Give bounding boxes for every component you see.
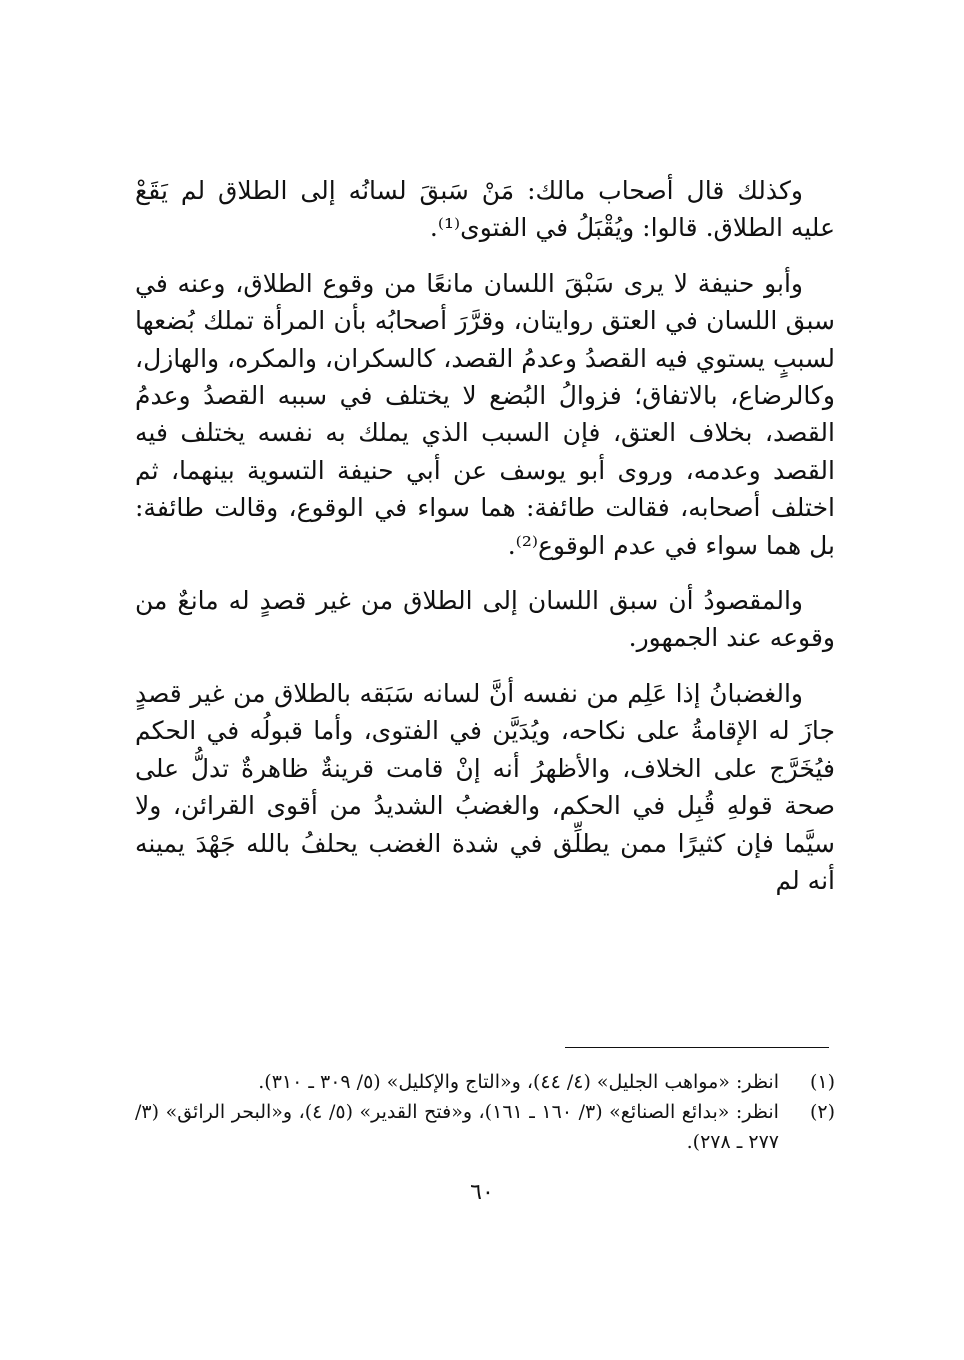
footnote-separator	[565, 1047, 829, 1048]
footnote-number: (٢)	[809, 1101, 835, 1123]
footnote	[135, 1097, 835, 1157]
footnotes	[135, 1067, 835, 1157]
paragraph: وكذلك قال أصحاب مالك: مَنْ سَبقَ لسانُه إلى الطلاق لم يَقَعْ عليه الطلاق. قالوا: ويُقْبَلُ في الفتوى⁽¹⁾.	[135, 176, 835, 243]
paragraph: وأبو حنيفة لا يرى سَبْقَ اللسان مانعًا من وقوع الطلاق، وعنه في سبق اللسان في العتق روايتان، وقرَّرَ أصحابُه بأن المرأة تملك بُضعها لسببٍ يستوي فيه القصدُ وعدمُ القصد، كالسكران، والمكره، والهازل، وكالرضاع، بالاتفاق؛ فزوالُ البُضع لا يختلف في سببه القصدُ وعدمُ القصد، بخلاف العتق، فإن السبب الذي يملك به نفسه يختلف فيه القصد وعدمه، وروى أبو يوسف عن أبي حنيفة التسوية بينهما، ثم اختلف أصحابه، فقالت طائفة: هما سواء في الوقوع، وقالت طائفة: بل هما سواء في عدم الوقوع⁽²⁾.	[135, 268, 835, 560]
main-text-block	[135, 172, 835, 899]
footnote-text: انظر: «مواهب الجليل» (٤/ ٤٤)، و«التاج والإكليل» (٥/ ٣٠٩ ـ ٣١٠).	[258, 1071, 779, 1093]
paragraph: والمقصودُ أن سبق اللسان إلى الطلاق من غير قصدٍ له مانعٌ من وقوعه عند الجمهور.	[135, 586, 835, 653]
footnote-text: انظر: «بدائع الصنائع» (٣/ ١٦٠ ـ ١٦١)، و«فتح القدير» (٥/ ٤)، و«البحر الرائق» (٣/ ٢٧٧ ـ ٢٧٨).	[135, 1101, 779, 1153]
footnote	[135, 1067, 835, 1097]
page-number: ٦٠	[470, 1180, 494, 1205]
footnote-number: (١)	[809, 1071, 835, 1093]
paragraph: والغضبانُ إذا عَلِم من نفسه أنَّ لسانه سَبَقه بالطلاق من غير قصدٍ جازَ له الإقامةُ على نكاحه، ويُدَيَّن في الفتوى، وأما قبولُه في الحكم فيُخَرَّج على الخلاف، والأظهرُ أنه إنْ قامت قرينةٌ ظاهرةٌ تدلُّ على صحة قولهِ قُبِل في الحكم، والغضبُ الشديدُ من أقوى القرائن، ولا سيَّما فإن كثيرًا ممن يطلِّق في شدة الغضب يحلفُ بالله جَهْدَ يمينه أنه لم	[135, 678, 835, 895]
